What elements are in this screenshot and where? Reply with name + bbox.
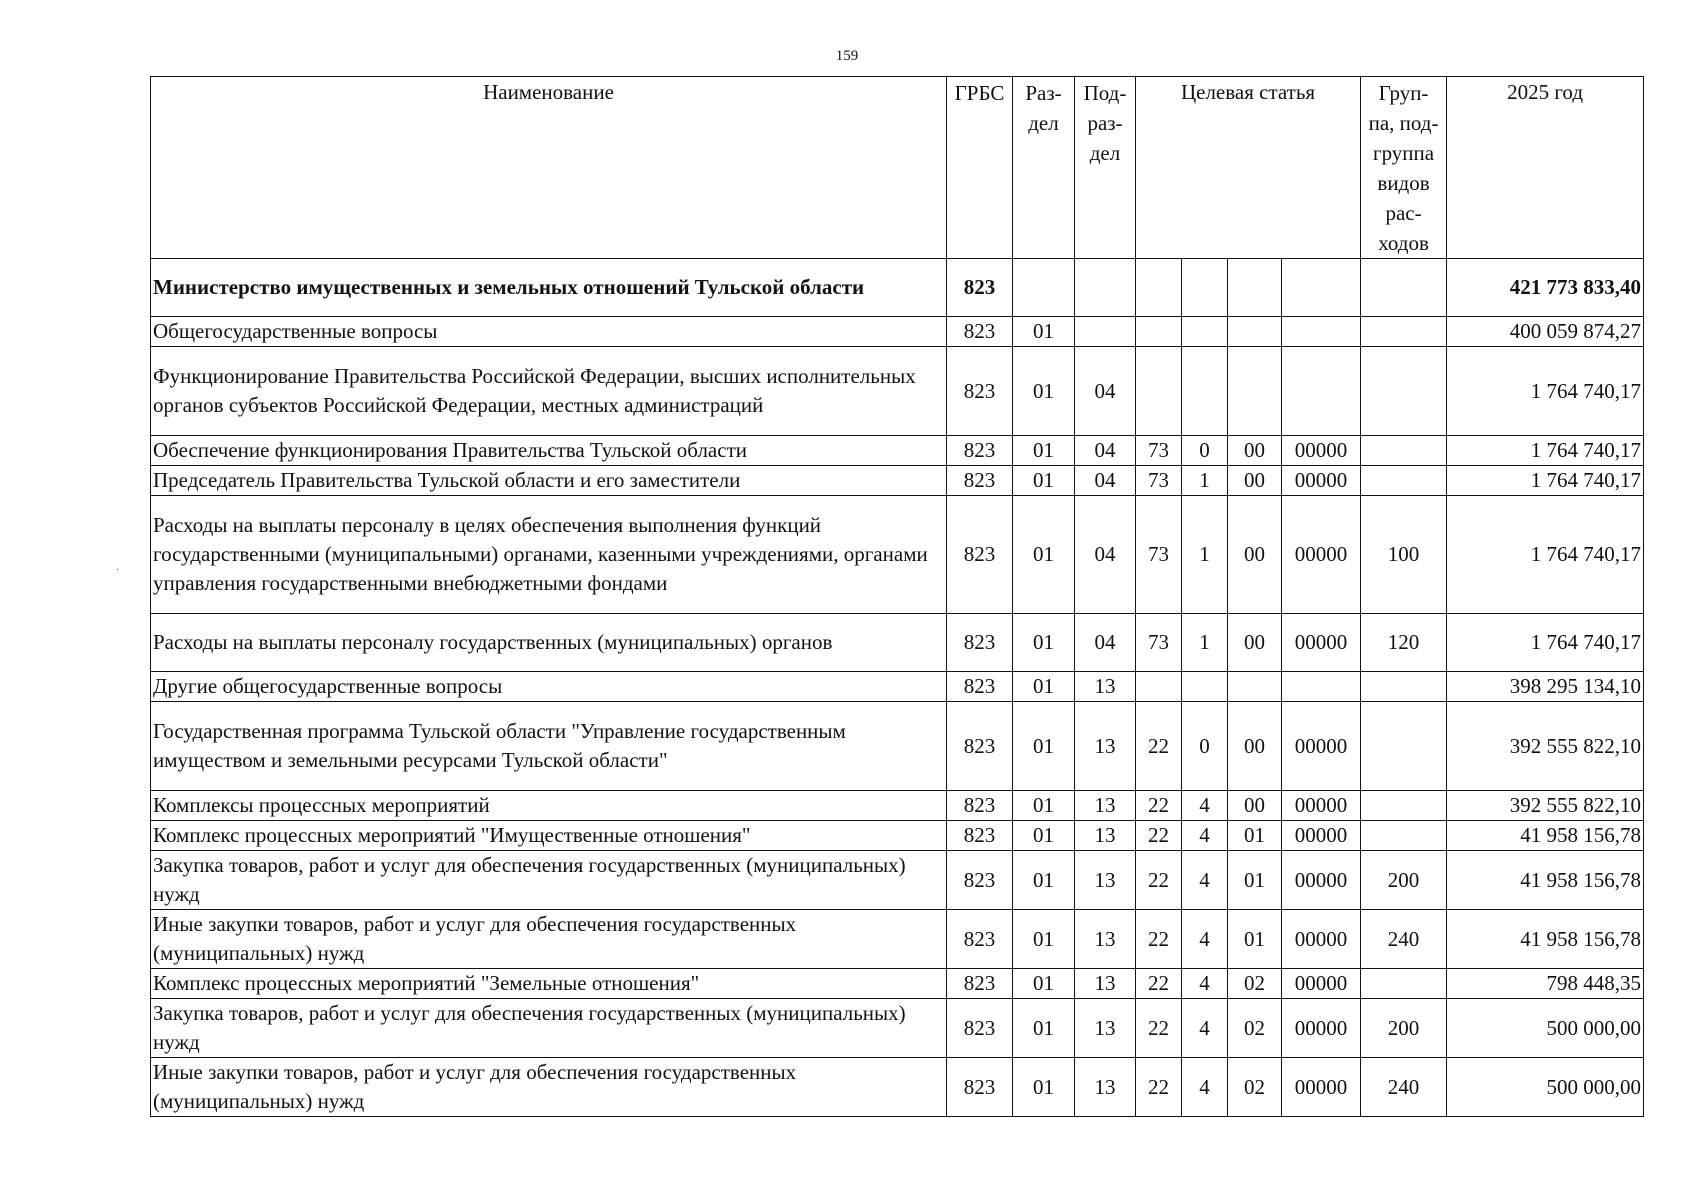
row-razdel: 01 [1013, 1058, 1075, 1117]
row-razdel: 01 [1013, 821, 1075, 851]
row-podrazdel: 13 [1075, 969, 1136, 999]
row-razdel: 01 [1013, 851, 1075, 910]
row-target-direction: 00000 [1282, 999, 1361, 1058]
row-target-direction: 00000 [1282, 791, 1361, 821]
row-expense-group [1361, 259, 1447, 317]
row-name: Государственная программа Тульской области "Управление государственным имуществом и земельными ресурсами Тульской области" [151, 702, 947, 791]
row-razdel: 01 [1013, 791, 1075, 821]
row-amount-2025: 500 000,00 [1447, 1058, 1644, 1117]
row-razdel: 01 [1013, 910, 1075, 969]
row-podrazdel: 04 [1075, 466, 1136, 496]
header-razdel: Раз- дел [1013, 77, 1075, 259]
row-target-direction: 00000 [1282, 910, 1361, 969]
row-target-event [1228, 317, 1282, 347]
row-grbs: 823 [947, 702, 1013, 791]
row-podrazdel: 13 [1075, 821, 1136, 851]
row-target-direction: 00000 [1282, 466, 1361, 496]
row-amount-2025: 500 000,00 [1447, 999, 1644, 1058]
row-podrazdel [1075, 259, 1136, 317]
row-razdel: 01 [1013, 672, 1075, 702]
row-target-subprogram: 4 [1182, 969, 1228, 999]
row-grbs: 823 [947, 1058, 1013, 1117]
table-row [151, 702, 1644, 791]
header-target-article: Целевая статья [1136, 77, 1361, 259]
row-target-event: 01 [1228, 821, 1282, 851]
header-expense-group: Груп- па, под- группа видов рас- ходов [1361, 77, 1447, 259]
row-expense-group: 240 [1361, 1058, 1447, 1117]
row-target-event: 02 [1228, 1058, 1282, 1117]
row-amount-2025: 1 764 740,17 [1447, 614, 1644, 672]
row-razdel: 01 [1013, 436, 1075, 466]
row-target-direction [1282, 259, 1361, 317]
row-name: Расходы на выплаты персоналу государственных (муниципальных) органов [151, 614, 947, 672]
row-name: Обеспечение функционирования Правительства Тульской области [151, 436, 947, 466]
row-podrazdel: 13 [1075, 1058, 1136, 1117]
row-target-event: 02 [1228, 999, 1282, 1058]
row-expense-group [1361, 436, 1447, 466]
row-podrazdel: 04 [1075, 614, 1136, 672]
row-expense-group: 200 [1361, 999, 1447, 1058]
row-target-program: 22 [1136, 1058, 1182, 1117]
table-row [151, 851, 1644, 910]
row-expense-group [1361, 969, 1447, 999]
row-target-subprogram: 0 [1182, 702, 1228, 791]
row-grbs: 823 [947, 999, 1013, 1058]
row-target-event: 02 [1228, 969, 1282, 999]
row-target-program: 22 [1136, 999, 1182, 1058]
table-row [151, 1058, 1644, 1117]
row-target-subprogram: 1 [1182, 496, 1228, 614]
row-target-program: 22 [1136, 851, 1182, 910]
row-expense-group: 120 [1361, 614, 1447, 672]
row-amount-2025: 798 448,35 [1447, 969, 1644, 999]
row-amount-2025: 398 295 134,10 [1447, 672, 1644, 702]
row-grbs: 823 [947, 969, 1013, 999]
row-amount-2025: 41 958 156,78 [1447, 821, 1644, 851]
row-razdel: 01 [1013, 347, 1075, 436]
row-amount-2025: 1 764 740,17 [1447, 496, 1644, 614]
row-target-subprogram: 4 [1182, 1058, 1228, 1117]
row-target-event: 01 [1228, 851, 1282, 910]
table-row [151, 317, 1644, 347]
row-target-subprogram: 4 [1182, 791, 1228, 821]
row-name: Функционирование Правительства Российской Федерации, высших исполнительных органов субъектов Российской Федерации, местных администраций [151, 347, 947, 436]
row-target-subprogram: 4 [1182, 821, 1228, 851]
row-target-event: 00 [1228, 791, 1282, 821]
row-podrazdel: 13 [1075, 672, 1136, 702]
row-target-program: 73 [1136, 614, 1182, 672]
row-expense-group: 200 [1361, 851, 1447, 910]
row-razdel: 01 [1013, 614, 1075, 672]
table-body [151, 259, 1644, 1117]
row-target-event: 01 [1228, 910, 1282, 969]
table-row [151, 969, 1644, 999]
row-grbs: 823 [947, 614, 1013, 672]
row-amount-2025: 1 764 740,17 [1447, 466, 1644, 496]
row-grbs: 823 [947, 317, 1013, 347]
row-name: Иные закупки товаров, работ и услуг для обеспечения государственных (муниципальных) нужд [151, 910, 947, 969]
row-target-subprogram: 1 [1182, 466, 1228, 496]
row-target-subprogram [1182, 317, 1228, 347]
row-grbs: 823 [947, 466, 1013, 496]
row-target-program [1136, 672, 1182, 702]
table-row [151, 347, 1644, 436]
header-podrazdel: Под- раз- дел [1075, 77, 1136, 259]
row-amount-2025: 41 958 156,78 [1447, 910, 1644, 969]
table-row [151, 910, 1644, 969]
row-target-program: 22 [1136, 969, 1182, 999]
table-header-row [151, 77, 1644, 259]
row-name: Общегосударственные вопросы [151, 317, 947, 347]
row-expense-group [1361, 466, 1447, 496]
row-grbs: 823 [947, 791, 1013, 821]
row-target-program: 73 [1136, 466, 1182, 496]
row-razdel: 01 [1013, 702, 1075, 791]
row-name: Иные закупки товаров, работ и услуг для обеспечения государственных (муниципальных) нужд [151, 1058, 947, 1117]
row-target-program: 22 [1136, 702, 1182, 791]
row-target-direction: 00000 [1282, 1058, 1361, 1117]
header-year-2025: 2025 год [1447, 77, 1644, 259]
header-grbs: ГРБС [947, 77, 1013, 259]
row-target-direction: 00000 [1282, 614, 1361, 672]
row-razdel [1013, 259, 1075, 317]
budget-table [150, 76, 1644, 1117]
table-row [151, 259, 1644, 317]
row-target-subprogram: 4 [1182, 999, 1228, 1058]
row-podrazdel: 04 [1075, 347, 1136, 436]
row-podrazdel: 04 [1075, 496, 1136, 614]
row-grbs: 823 [947, 851, 1013, 910]
row-target-direction: 00000 [1282, 821, 1361, 851]
row-expense-group [1361, 791, 1447, 821]
margin-mark: · [116, 565, 120, 576]
row-expense-group: 100 [1361, 496, 1447, 614]
row-target-subprogram [1182, 347, 1228, 436]
row-name: Министерство имущественных и земельных отношений Тульской области [151, 259, 947, 317]
row-target-event: 00 [1228, 496, 1282, 614]
row-grbs: 823 [947, 821, 1013, 851]
row-expense-group [1361, 672, 1447, 702]
row-target-subprogram: 0 [1182, 436, 1228, 466]
row-target-event [1228, 259, 1282, 317]
row-expense-group [1361, 702, 1447, 791]
row-target-subprogram [1182, 259, 1228, 317]
row-target-event: 00 [1228, 466, 1282, 496]
table-row [151, 999, 1644, 1058]
row-target-subprogram [1182, 672, 1228, 702]
row-target-direction: 00000 [1282, 969, 1361, 999]
table-row [151, 821, 1644, 851]
row-grbs: 823 [947, 436, 1013, 466]
table-row [151, 496, 1644, 614]
row-target-event: 00 [1228, 436, 1282, 466]
row-amount-2025: 421 773 833,40 [1447, 259, 1644, 317]
row-grbs: 823 [947, 347, 1013, 436]
row-target-program: 22 [1136, 821, 1182, 851]
row-target-program: 73 [1136, 496, 1182, 614]
row-name: Закупка товаров, работ и услуг для обеспечения государственных (муниципальных) нужд [151, 999, 947, 1058]
row-target-program [1136, 259, 1182, 317]
row-razdel: 01 [1013, 999, 1075, 1058]
row-amount-2025: 400 059 874,27 [1447, 317, 1644, 347]
row-target-direction: 00000 [1282, 436, 1361, 466]
row-expense-group [1361, 821, 1447, 851]
row-name: Председатель Правительства Тульской области и его заместители [151, 466, 947, 496]
row-razdel: 01 [1013, 466, 1075, 496]
row-target-subprogram: 4 [1182, 910, 1228, 969]
row-podrazdel: 13 [1075, 851, 1136, 910]
row-name: Закупка товаров, работ и услуг для обеспечения государственных (муниципальных) нужд [151, 851, 947, 910]
row-razdel: 01 [1013, 496, 1075, 614]
table-row [151, 791, 1644, 821]
row-amount-2025: 392 555 822,10 [1447, 702, 1644, 791]
row-amount-2025: 41 958 156,78 [1447, 851, 1644, 910]
row-target-subprogram: 4 [1182, 851, 1228, 910]
row-expense-group: 240 [1361, 910, 1447, 969]
table-row [151, 436, 1644, 466]
row-target-event [1228, 347, 1282, 436]
row-podrazdel: 04 [1075, 436, 1136, 466]
row-podrazdel: 13 [1075, 999, 1136, 1058]
table-row [151, 466, 1644, 496]
row-target-direction [1282, 672, 1361, 702]
row-razdel: 01 [1013, 317, 1075, 347]
row-expense-group [1361, 347, 1447, 436]
row-target-direction: 00000 [1282, 851, 1361, 910]
row-podrazdel: 13 [1075, 791, 1136, 821]
row-target-event: 00 [1228, 614, 1282, 672]
table-row [151, 672, 1644, 702]
row-target-direction: 00000 [1282, 702, 1361, 791]
row-target-direction [1282, 317, 1361, 347]
row-target-program [1136, 317, 1182, 347]
row-amount-2025: 1 764 740,17 [1447, 436, 1644, 466]
row-amount-2025: 1 764 740,17 [1447, 347, 1644, 436]
row-name: Комплекс процессных мероприятий "Земельные отношения" [151, 969, 947, 999]
row-grbs: 823 [947, 672, 1013, 702]
row-target-program: 22 [1136, 791, 1182, 821]
row-podrazdel: 13 [1075, 702, 1136, 791]
page-number: 159 [835, 48, 859, 64]
row-name: Комплексы процессных мероприятий [151, 791, 947, 821]
row-name: Комплекс процессных мероприятий "Имущественные отношения" [151, 821, 947, 851]
row-expense-group [1361, 317, 1447, 347]
row-target-program: 22 [1136, 910, 1182, 969]
row-target-program: 73 [1136, 436, 1182, 466]
row-podrazdel [1075, 317, 1136, 347]
row-razdel: 01 [1013, 969, 1075, 999]
row-grbs: 823 [947, 259, 1013, 317]
row-target-event: 00 [1228, 702, 1282, 791]
row-grbs: 823 [947, 910, 1013, 969]
row-target-event [1228, 672, 1282, 702]
row-target-subprogram: 1 [1182, 614, 1228, 672]
row-grbs: 823 [947, 496, 1013, 614]
row-podrazdel: 13 [1075, 910, 1136, 969]
header-name: Наименование [151, 77, 947, 259]
row-target-direction: 00000 [1282, 496, 1361, 614]
table-row [151, 614, 1644, 672]
row-target-direction [1282, 347, 1361, 436]
row-target-program [1136, 347, 1182, 436]
row-name: Другие общегосударственные вопросы [151, 672, 947, 702]
row-name: Расходы на выплаты персоналу в целях обеспечения выполнения функций государственными (муниципальными) органами, казенными учреждениями, органами управления государственными внебюджетными фондами [151, 496, 947, 614]
row-amount-2025: 392 555 822,10 [1447, 791, 1644, 821]
